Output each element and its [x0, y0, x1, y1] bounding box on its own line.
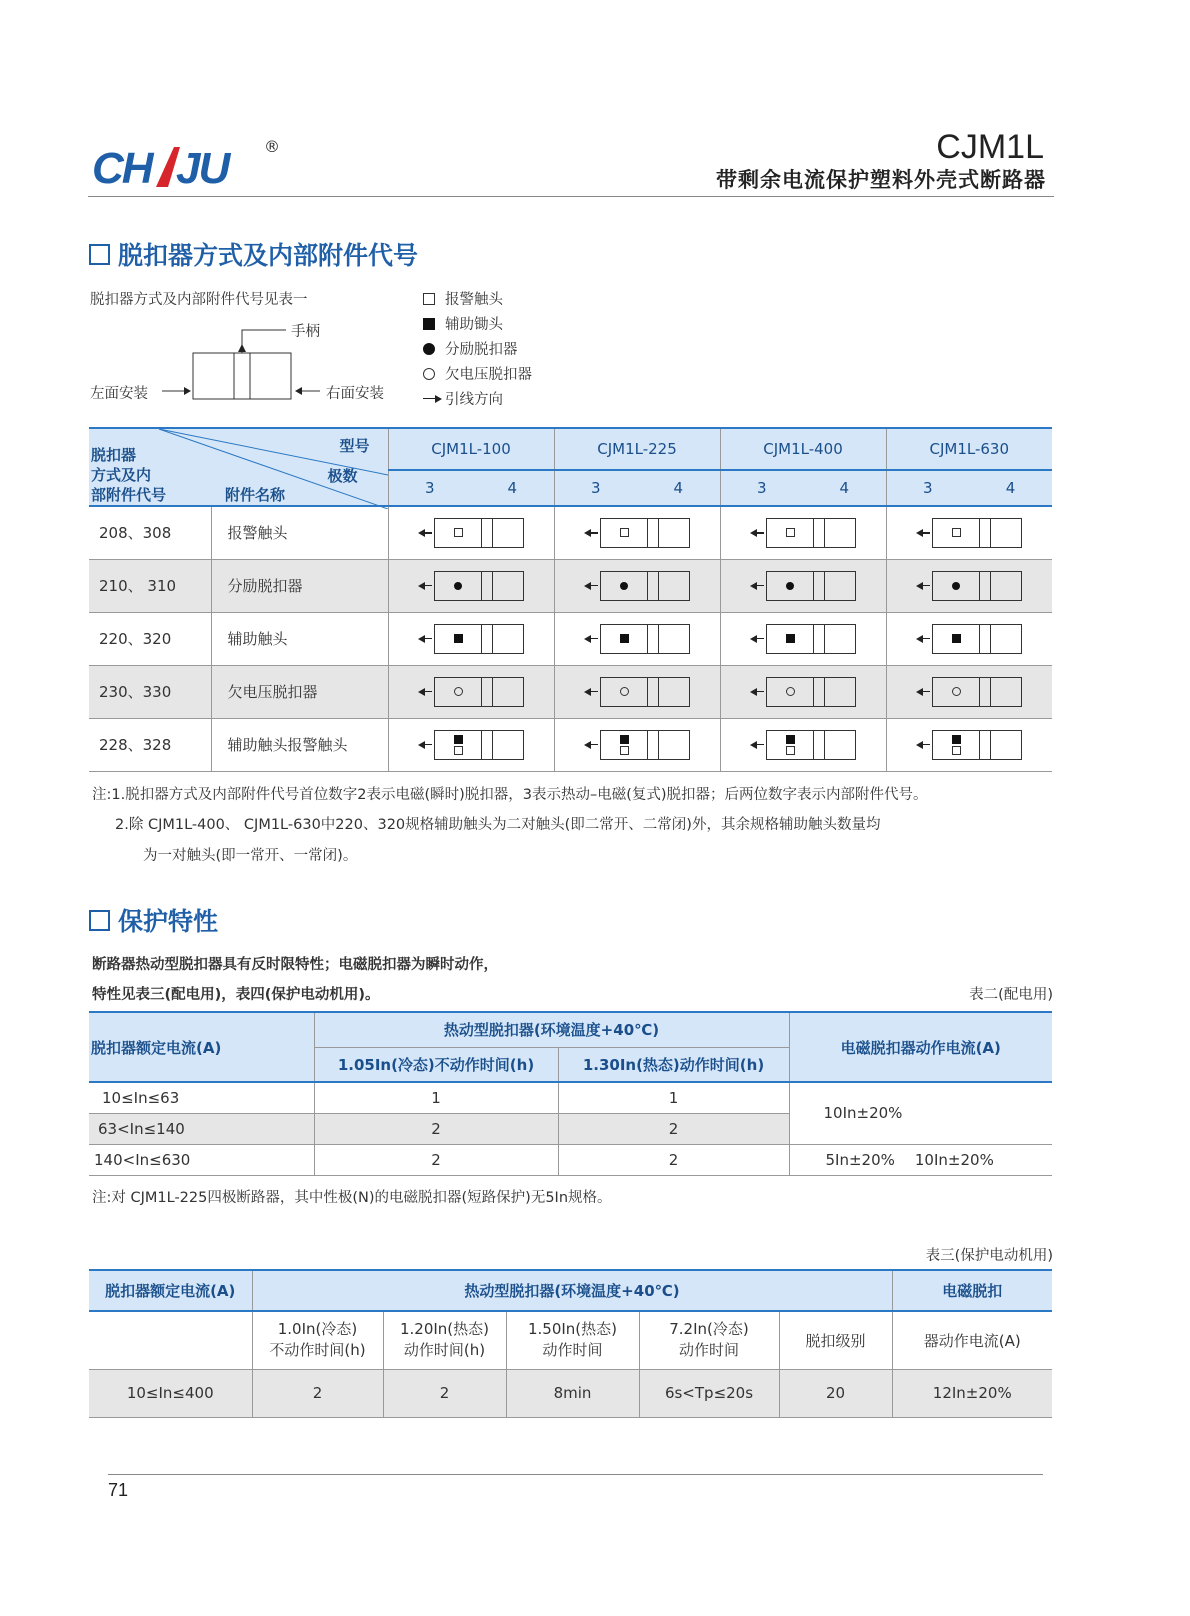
product-subtitle: 带剩余电流保护塑料外壳式断路器 — [716, 168, 1046, 192]
symbol-cell — [720, 612, 886, 665]
magnetic-cell: 10In±20% — [789, 1082, 1052, 1144]
sub-header: 1.0In(冷态) 不动作时间(h) — [252, 1311, 383, 1369]
table3-caption: 表三(保护电动机用) — [925, 1248, 1053, 1264]
table-row — [89, 1369, 1052, 1417]
pole-4-header: 4 — [637, 470, 720, 506]
arrow-icon — [418, 635, 432, 643]
handle-label: 手柄 — [291, 324, 320, 340]
range-cell: 10≤In≤63 — [89, 1082, 314, 1113]
accessory-name-cell: 欠电压脱扣器 — [211, 665, 388, 718]
arrow-icon — [916, 529, 930, 537]
pole-4-header: 4 — [969, 470, 1052, 506]
value-cell: 2 — [383, 1369, 506, 1417]
table-row — [89, 665, 1052, 718]
sub-header: 1.50In(热态) 动作时间 — [506, 1311, 639, 1369]
corner-name-label: 附件名称 — [225, 486, 286, 504]
open-square-icon — [786, 746, 795, 755]
breaker-symbol — [434, 571, 524, 601]
arrow-icon — [916, 688, 930, 696]
footer-divider — [108, 1474, 1043, 1475]
open-circle-icon — [786, 687, 795, 696]
open-square-icon — [952, 746, 961, 755]
registered-mark: ® — [264, 137, 280, 156]
legend-item: 分励脱扣器 — [423, 336, 532, 361]
table-row — [89, 1082, 1052, 1113]
model-header: CJM1L-100 — [388, 428, 554, 470]
breaker-symbol — [932, 571, 1022, 601]
filled-circle-icon — [423, 343, 435, 355]
arrow-icon — [584, 741, 598, 749]
sub-header: 1.20In(热态) 动作时间(h) — [383, 1311, 506, 1369]
table1-note-1: 注:1.脱扣器方式及内部附件代号首位数字2表示电磁(瞬时)脱扣器，3表示热动–电磁(复式)脱扣器；后两位数字表示内部附件代号。 — [92, 787, 928, 803]
value-cell: 12In±20% — [892, 1369, 1052, 1417]
table-row — [89, 718, 1052, 771]
checkbox-icon — [89, 910, 110, 931]
filled-square-icon — [454, 735, 463, 744]
arrow-icon — [584, 582, 598, 590]
breaker-symbol — [600, 571, 690, 601]
open-circle-icon — [454, 687, 463, 696]
breaker-symbol — [600, 677, 690, 707]
filled-circle-icon — [952, 582, 960, 590]
symbol-cell — [886, 559, 1052, 612]
code-cell: 230、330 — [89, 665, 211, 718]
symbol-cell — [554, 559, 720, 612]
symbol-cell — [886, 612, 1052, 665]
breaker-symbol — [434, 624, 524, 654]
filled-circle-icon — [620, 582, 628, 590]
open-square-icon — [620, 528, 629, 537]
magnetic-header: 电磁脱扣器动作电流(A) — [789, 1012, 1052, 1082]
empty-cell — [89, 1311, 252, 1369]
section2-desc-1: 断路器热动型脱扣器具有反时限特性；电磁脱扣器为瞬时动作， — [92, 957, 498, 973]
code-cell: 208、308 — [89, 506, 211, 559]
breaker-symbol — [766, 677, 856, 707]
open-square-icon — [454, 528, 463, 537]
symbol-cell — [554, 665, 720, 718]
model-header: CJM1L-400 — [720, 428, 886, 470]
cold-time-header: 1.05In(冷态)不动作时间(h) — [314, 1047, 558, 1082]
code-cell: 210、 310 — [89, 559, 211, 612]
hot-cell: 2 — [558, 1113, 789, 1144]
table-corner-cell — [89, 428, 388, 506]
filled-square-icon — [620, 634, 629, 643]
chaju-logo — [92, 143, 292, 193]
accessory-name-cell: 辅助触头 — [211, 612, 388, 665]
arrow-icon — [584, 529, 598, 537]
breaker-symbol — [434, 518, 524, 548]
legend-item: 欠电压脱扣器 — [423, 361, 532, 386]
cold-cell: 2 — [314, 1144, 558, 1175]
hot-time-header: 1.30In(热态)动作时间(h) — [558, 1047, 789, 1082]
symbol-cell — [886, 718, 1052, 771]
value-cell: 20 — [779, 1369, 892, 1417]
pole-4-header: 4 — [471, 470, 554, 506]
symbol-legend — [423, 286, 532, 411]
rated-current-header: 脱扣器额定电流(A) — [89, 1012, 314, 1082]
corner-model-label: 型号 — [339, 437, 370, 455]
page-number: 71 — [108, 1480, 129, 1500]
open-square-icon — [454, 746, 463, 755]
right-mount-label: 右面安装 — [326, 386, 384, 402]
thermal-header: 热动型脱扣器(环境温度+40℃) — [252, 1270, 892, 1311]
breaker-symbol — [434, 677, 524, 707]
table1-note-3: 为一对触头(即一常开、一常闭)。 — [143, 848, 358, 864]
magnetic-cell: 5In±20% 10In±20% — [789, 1144, 1052, 1175]
magnetic-header: 电磁脱扣 — [892, 1270, 1052, 1311]
value-cell: 2 — [252, 1369, 383, 1417]
filled-square-icon — [454, 634, 463, 643]
section2-desc-2: 特性见表三(配电用)，表四(保护电动机用)。 — [92, 987, 380, 1003]
section2-title: 保护特性 — [89, 902, 218, 938]
cold-cell: 1 — [314, 1082, 558, 1113]
breaker-symbol — [766, 624, 856, 654]
breaker-symbol — [600, 624, 690, 654]
filled-square-icon — [786, 735, 795, 744]
mounting-diagram — [88, 320, 418, 410]
pole-3-header: 3 — [388, 470, 471, 506]
rated-current-header: 脱扣器额定电流(A) — [89, 1270, 252, 1311]
open-circle-icon — [620, 687, 629, 696]
arrow-icon — [418, 741, 432, 749]
symbol-cell — [554, 718, 720, 771]
hot-cell: 2 — [558, 1144, 789, 1175]
code-cell: 228、328 — [89, 718, 211, 771]
open-square-icon — [786, 528, 795, 537]
filled-square-icon — [952, 735, 961, 744]
symbol-cell — [720, 559, 886, 612]
arrow-icon — [750, 582, 764, 590]
arrow-icon — [584, 688, 598, 696]
pole-3-header: 3 — [720, 470, 803, 506]
symbol-cell — [554, 612, 720, 665]
open-square-icon — [620, 746, 629, 755]
symbol-cell — [720, 718, 886, 771]
filled-circle-icon — [786, 582, 794, 590]
corner-poles-label: 极数 — [327, 467, 358, 485]
filled-square-icon — [786, 634, 795, 643]
breaker-symbol — [766, 571, 856, 601]
open-circle-icon — [952, 687, 961, 696]
symbol-cell — [886, 665, 1052, 718]
value-cell: 8min — [506, 1369, 639, 1417]
filled-square-icon — [423, 318, 435, 330]
symbol-cell — [388, 665, 554, 718]
arrow-icon — [584, 635, 598, 643]
arrow-icon — [750, 688, 764, 696]
symbol-cell — [388, 718, 554, 771]
hot-cell: 1 — [558, 1082, 789, 1113]
legend-item: 报警触头 — [423, 286, 532, 311]
table-row — [89, 1144, 1052, 1175]
symbol-cell — [886, 506, 1052, 559]
breaker-symbol — [932, 730, 1022, 760]
sub-header: 7.2In(冷态) 动作时间 — [639, 1311, 779, 1369]
code-cell: 220、320 — [89, 612, 211, 665]
header-divider — [88, 196, 1054, 197]
symbol-cell — [388, 559, 554, 612]
table1-note-2: 2.除 CJM1L-400、 CJM1L-630中220、320规格辅助触头为二对触头(即二常开、二常闭)外，其余规格辅助触头数量均 — [115, 817, 881, 833]
distribution-protection-table — [89, 1011, 1052, 1176]
arrow-icon — [916, 582, 930, 590]
symbol-cell — [554, 506, 720, 559]
left-mount-label: 左面安装 — [90, 386, 148, 402]
table-row — [89, 612, 1052, 665]
value-cell: 6s<Tp≤20s — [639, 1369, 779, 1417]
range-cell: 10≤In≤400 — [89, 1369, 252, 1417]
checkbox-icon — [89, 244, 110, 265]
accessory-code-table — [89, 427, 1052, 772]
range-cell: 140<In≤630 — [89, 1144, 314, 1175]
symbol-cell — [388, 612, 554, 665]
breaker-symbol — [434, 730, 524, 760]
accessory-name-cell: 辅助触头报警触头 — [211, 718, 388, 771]
open-square-icon — [952, 528, 961, 537]
arrow-icon — [423, 395, 442, 403]
corner-code-label: 脱扣器 方式及内 部附件代号 — [91, 446, 167, 504]
sub-header: 脱扣级别 — [779, 1311, 892, 1369]
breaker-symbol — [932, 677, 1022, 707]
breaker-symbol — [766, 730, 856, 760]
breaker-symbol — [932, 624, 1022, 654]
symbol-cell — [388, 506, 554, 559]
sub-header: 器动作电流(A) — [892, 1311, 1052, 1369]
arrow-icon — [750, 529, 764, 537]
svg-text:JU: JU — [176, 144, 229, 193]
section1-intro: 脱扣器方式及内部附件代号见表一 — [90, 292, 308, 308]
table2-caption: 表二(配电用) — [969, 987, 1053, 1003]
open-circle-icon — [423, 368, 435, 380]
range-cell: 63<In≤140 — [89, 1113, 314, 1144]
symbol-cell — [720, 506, 886, 559]
pole-3-header: 3 — [886, 470, 969, 506]
table-row — [89, 559, 1052, 612]
motor-protection-table — [89, 1269, 1052, 1418]
breaker-symbol — [600, 518, 690, 548]
section1-title: 脱扣器方式及内部附件代号 — [89, 236, 418, 272]
filled-square-icon — [620, 735, 629, 744]
pole-4-header: 4 — [803, 470, 886, 506]
arrow-icon — [418, 582, 432, 590]
cold-cell: 2 — [314, 1113, 558, 1144]
open-square-icon — [423, 293, 435, 305]
accessory-name-cell: 报警触头 — [211, 506, 388, 559]
table-row — [89, 506, 1052, 559]
model-title: CJM1L — [936, 128, 1044, 166]
filled-circle-icon — [454, 582, 462, 590]
legend-item: 引线方向 — [423, 386, 532, 411]
svg-text:CH: CH — [92, 144, 152, 193]
legend-item: 辅助锄头 — [423, 311, 532, 336]
breaker-symbol — [600, 730, 690, 760]
arrow-icon — [418, 529, 432, 537]
breaker-symbol — [932, 518, 1022, 548]
model-header: CJM1L-225 — [554, 428, 720, 470]
filled-square-icon — [952, 634, 961, 643]
arrow-icon — [916, 635, 930, 643]
symbol-cell — [720, 665, 886, 718]
table2-note: 注:对 CJM1L-225四极断路器，其中性极(N)的电磁脱扣器(短路保护)无5In规格。 — [92, 1190, 612, 1206]
arrow-icon — [418, 688, 432, 696]
breaker-symbol — [766, 518, 856, 548]
arrow-icon — [750, 635, 764, 643]
arrow-icon — [750, 741, 764, 749]
thermal-header: 热动型脱扣器(环境温度+40℃) — [314, 1012, 789, 1047]
pole-3-header: 3 — [554, 470, 637, 506]
accessory-name-cell: 分励脱扣器 — [211, 559, 388, 612]
model-header: CJM1L-630 — [886, 428, 1052, 470]
arrow-icon — [916, 741, 930, 749]
